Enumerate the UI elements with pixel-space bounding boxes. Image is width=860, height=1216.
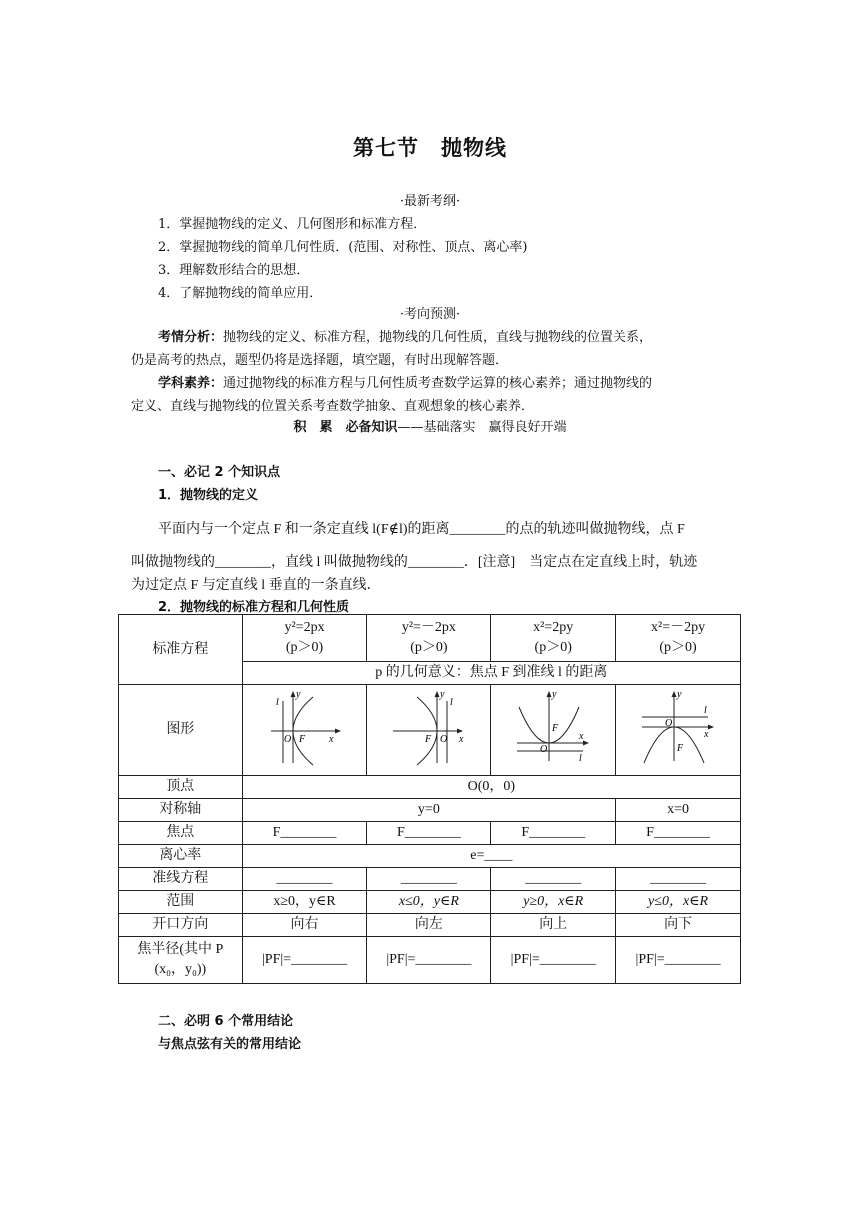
svg-text:O: O <box>283 733 291 745</box>
literacy-text: 通过抛物线的标准方程与几何性质考查数学运算的核心素养；通过抛物线的 <box>223 376 653 391</box>
equation-cell: y²=2px (p＞0) <box>242 615 367 662</box>
row-label: 标准方程 <box>119 615 243 685</box>
p-meaning-cell: p 的几何意义：焦点 F 到准线 l 的距离 <box>242 662 740 685</box>
graph-cell <box>242 685 367 776</box>
definition-line-2: 叫做抛物线的________，直线 l 叫做抛物线的________．[注意] 当定点在定直线上时，轨迹 <box>131 555 698 570</box>
parabola-up-graph <box>513 687 593 767</box>
svg-text:y: y <box>295 688 300 700</box>
focal-radius-cell: |PF|=________ <box>491 937 616 984</box>
outline-item: 4．了解抛物线的简单应用． <box>158 286 323 301</box>
forecast-heading: ·考向预测· <box>399 307 461 322</box>
outline-heading: ·最新考纲· <box>399 194 461 209</box>
table-row <box>119 822 741 845</box>
directrix-cell: ________ <box>367 868 491 891</box>
svg-text:O: O <box>439 733 448 745</box>
table-row <box>119 615 741 662</box>
range-cell: y≤0，x∈R <box>616 891 741 914</box>
definition-line-3: 为过定点 F 与定直线 l 垂直的一条直线． <box>131 578 381 593</box>
row-label: 对称轴 <box>119 799 243 822</box>
equation-cell: x²=2py (p＞0) <box>491 615 616 662</box>
page-title: 第七节 抛物线 <box>353 136 507 160</box>
banner <box>0 416 860 435</box>
svg-text:x: x <box>704 728 709 740</box>
focal-radius-cell: |PF|=________ <box>616 937 741 984</box>
table-row <box>119 868 741 891</box>
vertex-cell: O(0，0) <box>242 776 740 799</box>
svg-text:F: F <box>677 742 684 754</box>
svg-text:x: x <box>579 730 584 742</box>
svg-text:l: l <box>275 696 279 708</box>
properties-heading: 2．抛物线的标准方程和几何性质 <box>158 600 350 615</box>
range-cell: y≥0，x∈R <box>491 891 616 914</box>
svg-text:F: F <box>424 733 431 745</box>
svg-text:y: y <box>552 688 557 700</box>
row-label: 焦点 <box>119 822 243 845</box>
svg-text:l: l <box>704 704 707 716</box>
definition-line-1: 平面内与一个定点 F 和一条定直线 l(F∉l)的距离________的点的轨迹叫做抛物线，点 F <box>158 522 685 537</box>
banner-bold: 积 累 必备知识 <box>293 420 398 435</box>
row-label: 准线方程 <box>119 868 243 891</box>
opening-cell: 向上 <box>491 914 616 937</box>
focal-radius-cell: |PF|=________ <box>242 937 367 984</box>
focus-cell: F________ <box>242 822 367 845</box>
table-row <box>119 937 741 984</box>
directrix-cell: ________ <box>242 868 367 891</box>
literacy-line-2: 定义、直线与抛物线的位置关系考查数学抽象、直观想象的核心素养． <box>131 399 535 414</box>
svg-text:x: x <box>328 733 333 745</box>
row-label: 焦半径(其中 P (x₀，y₀)) <box>119 937 243 984</box>
svg-text:O: O <box>540 743 548 755</box>
focus-cell: F________ <box>616 822 741 845</box>
table-row <box>119 685 741 776</box>
row-label: 图形 <box>119 685 243 776</box>
svg-text:l: l <box>449 696 453 708</box>
svg-text:y: y <box>439 688 445 700</box>
opening-cell: 向下 <box>616 914 741 937</box>
parabola-left-graph <box>389 687 469 767</box>
section1-heading: 一、必记 2 个知识点 <box>158 465 281 480</box>
row-label: 顶点 <box>119 776 243 799</box>
parabola-down-graph <box>638 687 718 767</box>
table-row <box>119 799 741 822</box>
range-cell: x≤0，y∈R <box>367 891 491 914</box>
analysis-line-2: 仍是高考的热点，题型仍将是选择题，填空题，有时出现解答题． <box>131 353 509 368</box>
svg-text:F: F <box>298 733 305 745</box>
section2-subheading: 与焦点弦有关的常用结论 <box>158 1037 302 1052</box>
axis-cell: y=0 <box>242 799 616 822</box>
range-cell: x≥0，y∈R <box>242 891 367 914</box>
axis-cell: x=0 <box>616 799 741 822</box>
focus-cell: F________ <box>367 822 491 845</box>
table-row <box>119 845 741 868</box>
equation-cell: y²=－2px (p＞0) <box>367 615 491 662</box>
svg-text:x: x <box>458 733 464 745</box>
analysis-text: 抛物线的定义、标准方程，抛物线的几何性质，直线与抛物线的位置关系， <box>223 330 653 345</box>
equation-cell: x²=－2py (p＞0) <box>616 615 741 662</box>
parabola-right-graph <box>265 687 345 767</box>
focal-radius-cell: |PF|=________ <box>367 937 491 984</box>
directrix-cell: ________ <box>491 868 616 891</box>
outline-item: 1．掌握抛物线的定义、几何图形和标准方程． <box>158 217 427 232</box>
graph-cell <box>491 685 616 776</box>
graph-cell <box>367 685 491 776</box>
analysis-line-1 <box>158 326 652 345</box>
banner-rest: ——基础落实 赢得良好开端 <box>397 420 567 435</box>
row-label: 开口方向 <box>119 914 243 937</box>
opening-cell: 向左 <box>367 914 491 937</box>
svg-text:y: y <box>677 688 682 700</box>
parabola-properties-table <box>118 614 741 984</box>
table-row <box>119 776 741 799</box>
svg-text:F: F <box>552 722 559 734</box>
row-label: 范围 <box>119 891 243 914</box>
outline-item: 3．理解数形结合的思想． <box>158 263 310 278</box>
outline-item: 2．掌握抛物线的简单几何性质．(范围、对称性、顶点、离心率) <box>158 240 528 255</box>
table-row <box>119 914 741 937</box>
eccentricity-cell: e=____ <box>242 845 740 868</box>
directrix-cell: ________ <box>616 868 741 891</box>
row-label: 离心率 <box>119 845 243 868</box>
definition-heading: 1．抛物线的定义 <box>158 488 259 503</box>
table-row <box>119 891 741 914</box>
opening-cell: 向右 <box>242 914 367 937</box>
svg-text:l: l <box>579 752 582 764</box>
literacy-line-1 <box>158 372 652 391</box>
svg-text:O: O <box>665 717 673 729</box>
literacy-label: 学科素养： <box>158 376 224 391</box>
section2-heading: 二、必明 6 个常用结论 <box>158 1014 294 1029</box>
graph-cell <box>616 685 741 776</box>
focus-cell: F________ <box>491 822 616 845</box>
analysis-label: 考情分析： <box>158 330 224 345</box>
